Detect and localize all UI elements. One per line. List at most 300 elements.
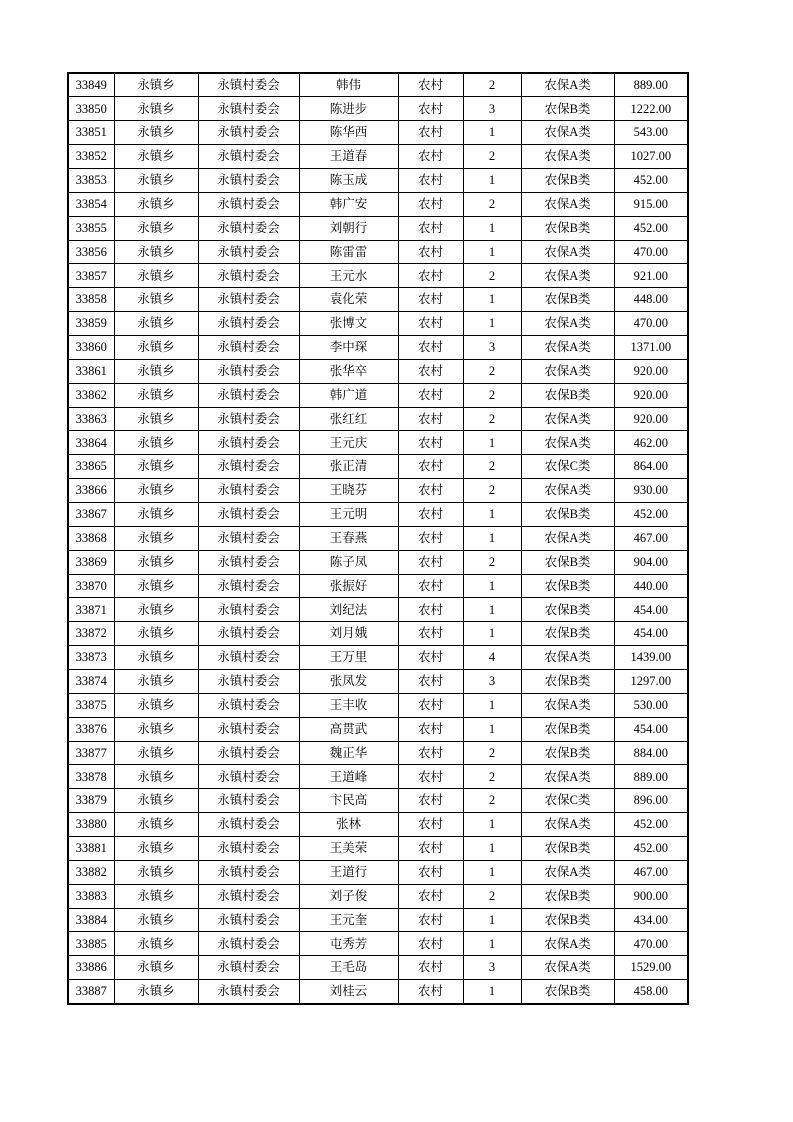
cell-village-committee: 永镇村委会	[198, 646, 299, 670]
cell-township: 永镇乡	[114, 145, 198, 169]
cell-township: 永镇乡	[114, 407, 198, 431]
table-row	[68, 837, 688, 861]
cell-residence-type: 农村	[398, 502, 463, 526]
cell-person-count: 1	[463, 980, 521, 1004]
cell-person-count: 2	[463, 359, 521, 383]
cell-amount: 470.00	[614, 932, 688, 956]
cell-village-committee: 永镇村委会	[198, 97, 299, 121]
cell-person-count: 1	[463, 121, 521, 145]
cell-amount: 884.00	[614, 741, 688, 765]
cell-person-name: 张博文	[299, 312, 398, 336]
cell-serial-number: 33873	[68, 646, 114, 670]
cell-serial-number: 33874	[68, 669, 114, 693]
cell-amount: 896.00	[614, 789, 688, 813]
cell-serial-number: 33881	[68, 837, 114, 861]
cell-person-name: 张林	[299, 813, 398, 837]
cell-insurance-class: 农保A类	[521, 335, 614, 359]
cell-serial-number: 33850	[68, 97, 114, 121]
cell-village-committee: 永镇村委会	[198, 669, 299, 693]
cell-amount: 1529.00	[614, 956, 688, 980]
cell-township: 永镇乡	[114, 574, 198, 598]
cell-person-count: 1	[463, 813, 521, 837]
cell-person-name: 王元庆	[299, 431, 398, 455]
cell-person-count: 2	[463, 741, 521, 765]
cell-township: 永镇乡	[114, 646, 198, 670]
cell-serial-number: 33879	[68, 789, 114, 813]
cell-person-name: 王晓芬	[299, 479, 398, 503]
cell-amount: 440.00	[614, 574, 688, 598]
cell-township: 永镇乡	[114, 908, 198, 932]
cell-person-name: 张凤发	[299, 669, 398, 693]
cell-village-committee: 永镇村委会	[198, 192, 299, 216]
cell-residence-type: 农村	[398, 455, 463, 479]
cell-township: 永镇乡	[114, 741, 198, 765]
cell-person-count: 1	[463, 693, 521, 717]
cell-residence-type: 农村	[398, 789, 463, 813]
cell-person-count: 3	[463, 97, 521, 121]
cell-village-committee: 永镇村委会	[198, 837, 299, 861]
cell-residence-type: 农村	[398, 646, 463, 670]
cell-residence-type: 农村	[398, 479, 463, 503]
cell-village-committee: 永镇村委会	[198, 693, 299, 717]
cell-insurance-class: 农保B类	[521, 598, 614, 622]
cell-serial-number: 33887	[68, 980, 114, 1004]
cell-serial-number: 33880	[68, 813, 114, 837]
table-row	[68, 693, 688, 717]
cell-amount: 920.00	[614, 407, 688, 431]
cell-person-count: 2	[463, 73, 521, 97]
cell-residence-type: 农村	[398, 813, 463, 837]
cell-insurance-class: 农保A类	[521, 73, 614, 97]
cell-person-name: 王元明	[299, 502, 398, 526]
table-row	[68, 884, 688, 908]
cell-serial-number: 33855	[68, 216, 114, 240]
cell-township: 永镇乡	[114, 431, 198, 455]
cell-amount: 1027.00	[614, 145, 688, 169]
cell-amount: 452.00	[614, 502, 688, 526]
table-row	[68, 956, 688, 980]
cell-amount: 889.00	[614, 765, 688, 789]
cell-serial-number: 33866	[68, 479, 114, 503]
cell-person-name: 陈玉成	[299, 168, 398, 192]
table-row	[68, 216, 688, 240]
cell-person-name: 韩伟	[299, 73, 398, 97]
cell-serial-number: 33869	[68, 550, 114, 574]
table-row	[68, 145, 688, 169]
cell-serial-number: 33868	[68, 526, 114, 550]
cell-village-committee: 永镇村委会	[198, 73, 299, 97]
cell-person-name: 张振好	[299, 574, 398, 598]
cell-residence-type: 农村	[398, 622, 463, 646]
cell-residence-type: 农村	[398, 550, 463, 574]
cell-amount: 920.00	[614, 383, 688, 407]
cell-village-committee: 永镇村委会	[198, 145, 299, 169]
cell-village-committee: 永镇村委会	[198, 264, 299, 288]
cell-serial-number: 33878	[68, 765, 114, 789]
cell-insurance-class: 农保A类	[521, 765, 614, 789]
cell-insurance-class: 农保A类	[521, 359, 614, 383]
cell-person-count: 1	[463, 837, 521, 861]
cell-insurance-class: 农保B类	[521, 97, 614, 121]
cell-township: 永镇乡	[114, 383, 198, 407]
cell-person-count: 1	[463, 431, 521, 455]
cell-person-name: 王丰收	[299, 693, 398, 717]
table-row	[68, 860, 688, 884]
table-row	[68, 717, 688, 741]
table-body	[68, 73, 688, 1004]
table-row	[68, 431, 688, 455]
cell-insurance-class: 农保B类	[521, 502, 614, 526]
cell-person-count: 2	[463, 383, 521, 407]
cell-serial-number: 33865	[68, 455, 114, 479]
cell-person-name: 刘纪法	[299, 598, 398, 622]
cell-village-committee: 永镇村委会	[198, 550, 299, 574]
cell-village-committee: 永镇村委会	[198, 240, 299, 264]
table-row	[68, 908, 688, 932]
table-row	[68, 669, 688, 693]
cell-serial-number: 33871	[68, 598, 114, 622]
cell-person-name: 魏正华	[299, 741, 398, 765]
cell-amount: 452.00	[614, 168, 688, 192]
cell-insurance-class: 农保B类	[521, 622, 614, 646]
cell-amount: 864.00	[614, 455, 688, 479]
cell-person-count: 1	[463, 240, 521, 264]
cell-person-count: 2	[463, 264, 521, 288]
cell-person-count: 1	[463, 932, 521, 956]
cell-person-count: 1	[463, 312, 521, 336]
cell-person-name: 李中琛	[299, 335, 398, 359]
cell-township: 永镇乡	[114, 73, 198, 97]
cell-insurance-class: 农保A类	[521, 932, 614, 956]
cell-township: 永镇乡	[114, 192, 198, 216]
cell-insurance-class: 农保A类	[521, 240, 614, 264]
cell-insurance-class: 农保A类	[521, 479, 614, 503]
cell-township: 永镇乡	[114, 789, 198, 813]
cell-residence-type: 农村	[398, 884, 463, 908]
cell-person-name: 刘子俊	[299, 884, 398, 908]
cell-person-count: 1	[463, 908, 521, 932]
cell-residence-type: 农村	[398, 717, 463, 741]
cell-amount: 904.00	[614, 550, 688, 574]
cell-person-count: 1	[463, 502, 521, 526]
cell-township: 永镇乡	[114, 312, 198, 336]
cell-person-name: 陈进步	[299, 97, 398, 121]
cell-person-name: 王春燕	[299, 526, 398, 550]
cell-residence-type: 农村	[398, 73, 463, 97]
cell-person-name: 张正清	[299, 455, 398, 479]
beneficiary-table	[67, 72, 689, 1005]
cell-serial-number: 33872	[68, 622, 114, 646]
table-row	[68, 765, 688, 789]
cell-person-count: 1	[463, 288, 521, 312]
table-row	[68, 97, 688, 121]
cell-township: 永镇乡	[114, 622, 198, 646]
cell-village-committee: 永镇村委会	[198, 526, 299, 550]
cell-person-count: 2	[463, 455, 521, 479]
cell-village-committee: 永镇村委会	[198, 121, 299, 145]
cell-person-name: 王万里	[299, 646, 398, 670]
cell-person-count: 2	[463, 192, 521, 216]
table-row	[68, 455, 688, 479]
cell-serial-number: 33860	[68, 335, 114, 359]
cell-serial-number: 33858	[68, 288, 114, 312]
cell-serial-number: 33856	[68, 240, 114, 264]
cell-person-count: 4	[463, 646, 521, 670]
cell-person-count: 2	[463, 145, 521, 169]
cell-serial-number: 33867	[68, 502, 114, 526]
cell-residence-type: 农村	[398, 956, 463, 980]
cell-person-count: 3	[463, 956, 521, 980]
cell-amount: 454.00	[614, 598, 688, 622]
table-row	[68, 407, 688, 431]
cell-amount: 467.00	[614, 526, 688, 550]
cell-residence-type: 农村	[398, 97, 463, 121]
cell-village-committee: 永镇村委会	[198, 789, 299, 813]
cell-residence-type: 农村	[398, 431, 463, 455]
cell-insurance-class: 农保A类	[521, 646, 614, 670]
cell-insurance-class: 农保B类	[521, 837, 614, 861]
cell-serial-number: 33877	[68, 741, 114, 765]
cell-township: 永镇乡	[114, 956, 198, 980]
cell-person-count: 2	[463, 884, 521, 908]
cell-person-name: 王毛岛	[299, 956, 398, 980]
cell-township: 永镇乡	[114, 335, 198, 359]
cell-amount: 470.00	[614, 312, 688, 336]
cell-residence-type: 农村	[398, 693, 463, 717]
cell-person-name: 韩广道	[299, 383, 398, 407]
cell-person-count: 3	[463, 669, 521, 693]
cell-insurance-class: 农保A类	[521, 145, 614, 169]
cell-insurance-class: 农保A类	[521, 312, 614, 336]
cell-person-name: 陈华西	[299, 121, 398, 145]
cell-amount: 458.00	[614, 980, 688, 1004]
cell-insurance-class: 农保A类	[521, 813, 614, 837]
cell-person-name: 刘朝行	[299, 216, 398, 240]
cell-person-count: 1	[463, 168, 521, 192]
cell-amount: 1371.00	[614, 335, 688, 359]
cell-amount: 530.00	[614, 693, 688, 717]
cell-township: 永镇乡	[114, 813, 198, 837]
cell-residence-type: 农村	[398, 312, 463, 336]
cell-insurance-class: 农保A类	[521, 264, 614, 288]
cell-township: 永镇乡	[114, 455, 198, 479]
cell-insurance-class: 农保B类	[521, 669, 614, 693]
cell-person-name: 袁化荣	[299, 288, 398, 312]
table-row	[68, 598, 688, 622]
cell-township: 永镇乡	[114, 479, 198, 503]
cell-township: 永镇乡	[114, 884, 198, 908]
table-row	[68, 526, 688, 550]
cell-amount: 930.00	[614, 479, 688, 503]
cell-residence-type: 农村	[398, 526, 463, 550]
cell-residence-type: 农村	[398, 980, 463, 1004]
cell-insurance-class: 农保B类	[521, 216, 614, 240]
cell-insurance-class: 农保A类	[521, 956, 614, 980]
cell-person-count: 1	[463, 717, 521, 741]
cell-serial-number: 33870	[68, 574, 114, 598]
cell-insurance-class: 农保A类	[521, 192, 614, 216]
cell-person-count: 2	[463, 765, 521, 789]
cell-serial-number: 33854	[68, 192, 114, 216]
cell-residence-type: 农村	[398, 407, 463, 431]
cell-person-name: 刘月娥	[299, 622, 398, 646]
cell-village-committee: 永镇村委会	[198, 502, 299, 526]
cell-village-committee: 永镇村委会	[198, 359, 299, 383]
cell-amount: 454.00	[614, 622, 688, 646]
table-row	[68, 574, 688, 598]
cell-township: 永镇乡	[114, 502, 198, 526]
table-row	[68, 264, 688, 288]
cell-serial-number: 33852	[68, 145, 114, 169]
cell-village-committee: 永镇村委会	[198, 431, 299, 455]
cell-insurance-class: 农保B类	[521, 741, 614, 765]
cell-person-name: 王道行	[299, 860, 398, 884]
cell-amount: 920.00	[614, 359, 688, 383]
cell-amount: 452.00	[614, 216, 688, 240]
cell-village-committee: 永镇村委会	[198, 574, 299, 598]
cell-residence-type: 农村	[398, 741, 463, 765]
cell-village-committee: 永镇村委会	[198, 288, 299, 312]
cell-township: 永镇乡	[114, 598, 198, 622]
cell-village-committee: 永镇村委会	[198, 765, 299, 789]
cell-village-committee: 永镇村委会	[198, 168, 299, 192]
cell-amount: 1439.00	[614, 646, 688, 670]
cell-insurance-class: 农保B类	[521, 168, 614, 192]
cell-person-count: 2	[463, 407, 521, 431]
cell-amount: 452.00	[614, 813, 688, 837]
cell-amount: 915.00	[614, 192, 688, 216]
cell-amount: 434.00	[614, 908, 688, 932]
cell-residence-type: 农村	[398, 860, 463, 884]
cell-person-name: 王元水	[299, 264, 398, 288]
table-row	[68, 359, 688, 383]
cell-serial-number: 33876	[68, 717, 114, 741]
table-row	[68, 312, 688, 336]
cell-amount: 448.00	[614, 288, 688, 312]
cell-serial-number: 33886	[68, 956, 114, 980]
cell-village-committee: 永镇村委会	[198, 383, 299, 407]
cell-village-committee: 永镇村委会	[198, 335, 299, 359]
cell-insurance-class: 农保B类	[521, 884, 614, 908]
cell-person-name: 刘桂云	[299, 980, 398, 1004]
cell-residence-type: 农村	[398, 192, 463, 216]
cell-insurance-class: 农保A类	[521, 121, 614, 145]
table-row	[68, 622, 688, 646]
cell-serial-number: 33851	[68, 121, 114, 145]
cell-village-committee: 永镇村委会	[198, 956, 299, 980]
cell-insurance-class: 农保A类	[521, 526, 614, 550]
cell-village-committee: 永镇村委会	[198, 479, 299, 503]
table-row	[68, 741, 688, 765]
cell-township: 永镇乡	[114, 240, 198, 264]
cell-insurance-class: 农保B类	[521, 717, 614, 741]
cell-residence-type: 农村	[398, 598, 463, 622]
cell-village-committee: 永镇村委会	[198, 908, 299, 932]
cell-amount: 452.00	[614, 837, 688, 861]
cell-person-count: 1	[463, 526, 521, 550]
cell-township: 永镇乡	[114, 717, 198, 741]
cell-township: 永镇乡	[114, 121, 198, 145]
cell-person-name: 王道峰	[299, 765, 398, 789]
cell-residence-type: 农村	[398, 168, 463, 192]
cell-serial-number: 33863	[68, 407, 114, 431]
cell-serial-number: 33882	[68, 860, 114, 884]
cell-serial-number: 33853	[68, 168, 114, 192]
table-row	[68, 121, 688, 145]
cell-person-count: 2	[463, 789, 521, 813]
cell-person-name: 王元奎	[299, 908, 398, 932]
cell-residence-type: 农村	[398, 121, 463, 145]
table-row	[68, 502, 688, 526]
cell-person-name: 屯秀芳	[299, 932, 398, 956]
cell-person-count: 1	[463, 574, 521, 598]
cell-township: 永镇乡	[114, 526, 198, 550]
cell-insurance-class: 农保B类	[521, 574, 614, 598]
cell-person-count: 1	[463, 622, 521, 646]
cell-village-committee: 永镇村委会	[198, 717, 299, 741]
cell-person-name: 高贯武	[299, 717, 398, 741]
cell-person-name: 陈子凤	[299, 550, 398, 574]
cell-township: 永镇乡	[114, 669, 198, 693]
cell-person-name: 张红红	[299, 407, 398, 431]
cell-residence-type: 农村	[398, 908, 463, 932]
cell-township: 永镇乡	[114, 693, 198, 717]
cell-township: 永镇乡	[114, 359, 198, 383]
table-row	[68, 73, 688, 97]
cell-serial-number: 33885	[68, 932, 114, 956]
cell-insurance-class: 农保C类	[521, 789, 614, 813]
cell-township: 永镇乡	[114, 837, 198, 861]
cell-amount: 470.00	[614, 240, 688, 264]
cell-residence-type: 农村	[398, 335, 463, 359]
cell-amount: 1222.00	[614, 97, 688, 121]
cell-insurance-class: 农保A类	[521, 693, 614, 717]
table-row	[68, 288, 688, 312]
cell-amount: 462.00	[614, 431, 688, 455]
cell-village-committee: 永镇村委会	[198, 598, 299, 622]
cell-person-count: 2	[463, 550, 521, 574]
cell-township: 永镇乡	[114, 550, 198, 574]
table-row	[68, 550, 688, 574]
cell-village-committee: 永镇村委会	[198, 860, 299, 884]
cell-person-name: 王道春	[299, 145, 398, 169]
cell-person-name: 卞民高	[299, 789, 398, 813]
cell-township: 永镇乡	[114, 860, 198, 884]
cell-insurance-class: 农保A类	[521, 407, 614, 431]
cell-insurance-class: 农保B类	[521, 908, 614, 932]
cell-serial-number: 33884	[68, 908, 114, 932]
cell-village-committee: 永镇村委会	[198, 455, 299, 479]
table-row	[68, 168, 688, 192]
cell-serial-number: 33864	[68, 431, 114, 455]
cell-insurance-class: 农保B类	[521, 383, 614, 407]
cell-township: 永镇乡	[114, 168, 198, 192]
cell-township: 永镇乡	[114, 264, 198, 288]
cell-person-name: 韩广安	[299, 192, 398, 216]
cell-residence-type: 农村	[398, 359, 463, 383]
table-row	[68, 980, 688, 1004]
table-row	[68, 383, 688, 407]
cell-serial-number: 33883	[68, 884, 114, 908]
cell-amount: 1297.00	[614, 669, 688, 693]
cell-residence-type: 农村	[398, 288, 463, 312]
cell-serial-number: 33859	[68, 312, 114, 336]
table-row	[68, 932, 688, 956]
cell-village-committee: 永镇村委会	[198, 312, 299, 336]
cell-insurance-class: 农保B类	[521, 980, 614, 1004]
cell-insurance-class: 农保B类	[521, 288, 614, 312]
cell-person-count: 1	[463, 598, 521, 622]
